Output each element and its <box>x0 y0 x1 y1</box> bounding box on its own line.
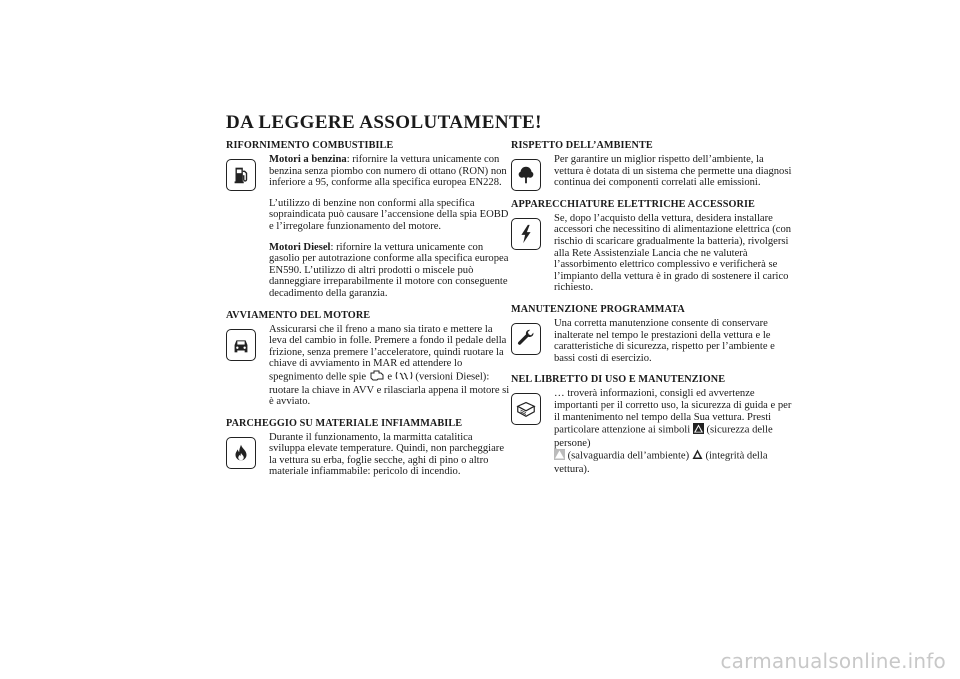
diesel-text: : rifornire la vettura unicamente con gasolio per autotrazione conforme alla specifica europea EN590. L’utilizzo di altri prodotti o miscele può danneggiare irreparabilmente il motore con conseguente decadimento della garanzia. <box>269 241 509 299</box>
section-fuel <box>226 139 510 309</box>
section-start <box>226 309 510 417</box>
section-environment-text <box>554 154 795 198</box>
environment-text: Per garantire un miglior rispetto dell’ambiente, la vettura è dotata di un sistema che permette una diagnosi continua dei componenti correlati alle emissioni. <box>554 154 792 189</box>
section-fuel-text <box>269 154 510 309</box>
section-parking-text <box>269 432 510 487</box>
manual-text-3: (salvaguardia dell’ambiente) <box>567 451 690 463</box>
maintenance-text: Una corretta manutenzione consente di conservare inalterate nel tempo le prestazioni della vettura e le caratteristiche di sicurezza, rispetto per l’ambiente e bassi costi di esercizio. <box>554 317 775 364</box>
section-maintenance <box>511 303 795 373</box>
engine-check-icon <box>369 370 385 385</box>
start-text-and: e <box>387 371 393 383</box>
manual-text-4: (integrità della vettura). <box>554 451 768 475</box>
glow-plug-icon <box>395 370 413 385</box>
lightning-icon <box>511 218 541 250</box>
page-title: DA LEGGERE ASSOLUTAMENTE! <box>226 112 542 133</box>
car-icon <box>226 329 256 361</box>
section-maintenance-header: MANUTENZIONE PROGRAMMATA <box>511 303 685 315</box>
flame-icon <box>226 437 256 469</box>
left-column <box>226 139 510 487</box>
section-environment-header: RISPETTO DELL’AMBIENTE <box>511 140 653 151</box>
section-parking-header: PARCHEGGIO SU MATERIALE INFIAMMABILE <box>226 417 463 429</box>
section-electrical <box>511 198 795 303</box>
environment-symbol-icon <box>554 449 565 464</box>
electrical-text: Se, dopo l’acquisto della vettura, desidera installare accessori che necessitino di alimentazione elettrica (con rischio di scaricare gradualmente la batteria), rivolgersi alla Rete Assistenziale Lancia che ne valuterà l’assorbimento elettrico complessivo e verificherà se l’impianto della vettura è in grado di sostenere il carico richiesto. <box>554 212 792 294</box>
vehicle-integrity-icon <box>692 449 703 464</box>
fuel-warning-text: L’utilizzo di benzine non conformi alla specifica sopraindicata può causare l’accensione della spia EOBD e l’irregolare funzionamento del motore. <box>269 197 509 232</box>
section-parking <box>226 417 510 487</box>
section-fuel-header: RIFORNIMENTO COMBUSTIBILE <box>226 140 394 151</box>
section-manual-header: NEL LIBRETTO DI USO E MANUTENZIONE <box>511 374 726 386</box>
petrol-text: : rifornire la vettura unicamente con benzina senza piombo con numero di ottano (RON) non inferiore a 95, conforme alla specifica europea EN228. <box>269 154 507 189</box>
start-text-before: Assicurarsi che il freno a mano sia tirato e mettere la leva del cambio in folle. Premere a fondo il pedale della frizione, senza premere l’acceleratore, quindi ruotare la chiave di avviamento in MAR ed attendere lo spegnimento delle spie <box>269 323 507 383</box>
section-electrical-text <box>554 213 795 303</box>
section-electrical-header: APPARECCHIATURE ELETTRICHE ACCESSORIE <box>511 198 755 210</box>
section-start-header: AVVIAMENTO DEL MOTORE <box>226 309 371 321</box>
tree-icon <box>511 159 541 191</box>
manual-text-2: (sicurezza delle persone) <box>554 424 773 449</box>
petrol-label: Motori a benzina <box>269 154 347 165</box>
section-manual-text <box>554 388 795 484</box>
section-maintenance-text <box>554 318 795 373</box>
parking-text: Durante il funzionamento, la marmitta catalitica sviluppa elevate temperature. Quindi, non parcheggiare la vettura su erba, foglie secche, aghi di pino o altro materiale infiammabile: pericolo di incendio. <box>269 431 505 478</box>
diesel-label: Motori Diesel <box>269 241 331 253</box>
manual-text-1: … troverà informazioni, consigli ed avvertenze importanti per il corretto uso, la sicurezza di guida e per il mantenimento nel tempo della Sua vettura. Presti particolare attenzione ai simboli <box>554 388 792 436</box>
start-text-after: (versioni Diesel): ruotare la chiave in AVV e rilasciarla appena il motore si è avviato. <box>269 371 510 408</box>
wrench-icon <box>511 323 541 355</box>
section-start-text <box>269 324 510 417</box>
person-safety-icon <box>693 423 704 438</box>
right-column <box>511 139 795 484</box>
fuel-pump-icon <box>226 159 256 191</box>
watermark: carmanualsonline.info <box>720 649 946 673</box>
section-manual <box>511 373 795 484</box>
section-environment <box>511 139 795 198</box>
book-icon <box>511 393 541 425</box>
